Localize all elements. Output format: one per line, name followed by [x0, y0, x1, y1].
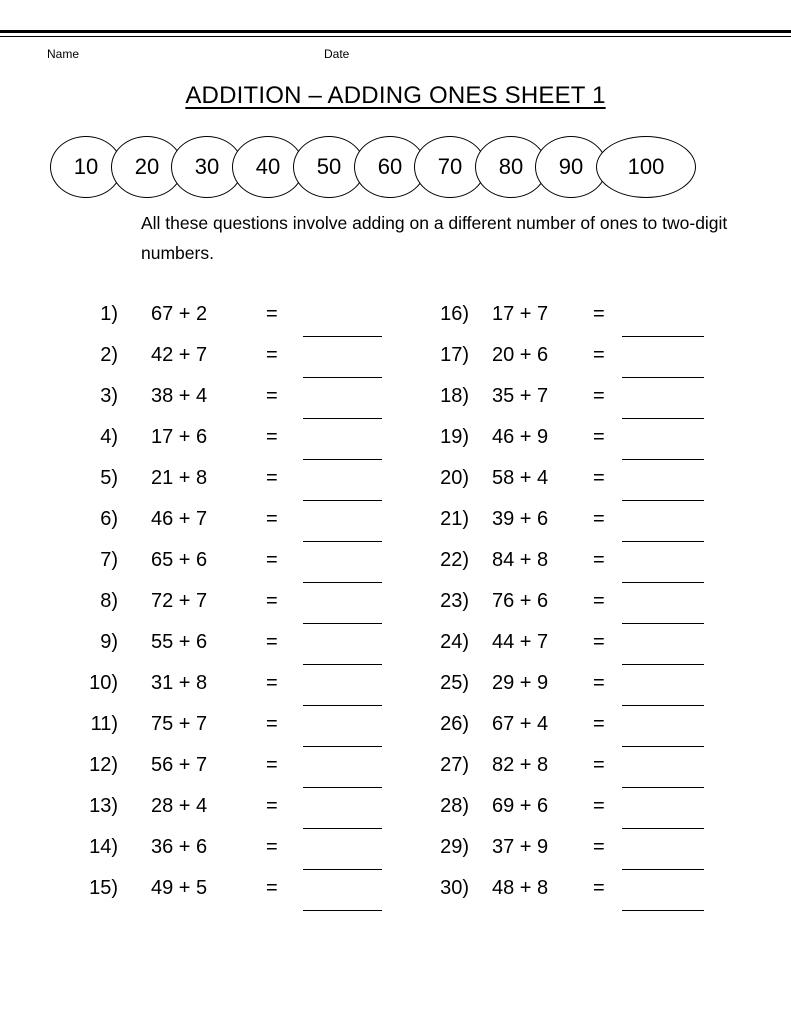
- question-expression: 82 + 8: [492, 754, 549, 776]
- header-rule-thick: [0, 30, 791, 33]
- question-number: 22): [440, 549, 469, 571]
- question-expression: 35 + 7: [492, 385, 549, 407]
- question-number: 14): [89, 836, 118, 858]
- answer-blank[interactable]: [622, 582, 704, 583]
- equals-sign: =: [593, 713, 605, 735]
- equals-sign: =: [266, 344, 278, 366]
- equals-sign: =: [266, 877, 278, 899]
- question-number: 17): [440, 344, 469, 366]
- number-oval: 10: [50, 136, 122, 198]
- question-expression: 49 + 5: [151, 877, 208, 899]
- question-number: 9): [100, 631, 118, 653]
- question-number: 20): [440, 467, 469, 489]
- equals-sign: =: [593, 426, 605, 448]
- number-oval: 20: [111, 136, 183, 198]
- question-row: [0, 877, 791, 918]
- equals-sign: =: [266, 754, 278, 776]
- question-number: 5): [100, 467, 118, 489]
- question-expression: 65 + 6: [151, 549, 208, 571]
- equals-sign: =: [593, 385, 605, 407]
- equals-sign: =: [593, 549, 605, 571]
- question-number: 16): [440, 303, 469, 325]
- equals-sign: =: [593, 672, 605, 694]
- equals-sign: =: [266, 713, 278, 735]
- question-number: 19): [440, 426, 469, 448]
- question-number: 1): [100, 303, 118, 325]
- name-label: Name: [47, 47, 80, 61]
- question-expression: 17 + 7: [492, 303, 549, 325]
- question-number: 8): [100, 590, 118, 612]
- question-number: 21): [440, 508, 469, 530]
- question-number: 30): [440, 877, 469, 899]
- question-expression: 21 + 8: [151, 467, 208, 489]
- answer-blank[interactable]: [622, 541, 704, 542]
- equals-sign: =: [593, 303, 605, 325]
- question-row: [0, 467, 791, 508]
- question-expression: 56 + 7: [151, 754, 208, 776]
- equals-sign: =: [266, 590, 278, 612]
- equals-sign: =: [266, 631, 278, 653]
- question-row: [0, 836, 791, 877]
- question-expression: 69 + 6: [492, 795, 549, 817]
- equals-sign: =: [593, 590, 605, 612]
- question-expression: 20 + 6: [492, 344, 549, 366]
- question-expression: 75 + 7: [151, 713, 208, 735]
- answer-blank[interactable]: [622, 746, 704, 747]
- equals-sign: =: [266, 385, 278, 407]
- question-number: 15): [89, 877, 118, 899]
- question-row: [0, 385, 791, 426]
- number-oval: 80: [475, 136, 547, 198]
- answer-blank[interactable]: [622, 377, 704, 378]
- worksheet-title: [0, 82, 791, 110]
- question-expression: 39 + 6: [492, 508, 549, 530]
- question-expression: 44 + 7: [492, 631, 549, 653]
- question-number: 3): [100, 385, 118, 407]
- answer-blank[interactable]: [622, 336, 704, 337]
- number-oval: 30: [171, 136, 243, 198]
- equals-sign: =: [266, 672, 278, 694]
- question-number: 4): [100, 426, 118, 448]
- number-oval: 70: [414, 136, 486, 198]
- question-expression: 84 + 8: [492, 549, 549, 571]
- question-expression: 17 + 6: [151, 426, 208, 448]
- worksheet-title-text: ADDITION – ADDING ONES SHEET 1: [185, 82, 606, 109]
- equals-sign: =: [593, 754, 605, 776]
- question-expression: 29 + 9: [492, 672, 549, 694]
- answer-blank[interactable]: [622, 828, 704, 829]
- question-number: 23): [440, 590, 469, 612]
- question-expression: 36 + 6: [151, 836, 208, 858]
- answer-blank[interactable]: [622, 459, 704, 460]
- date-label: Date: [324, 47, 350, 61]
- question-expression: 55 + 6: [151, 631, 208, 653]
- question-expression: 42 + 7: [151, 344, 208, 366]
- equals-sign: =: [266, 426, 278, 448]
- equals-sign: =: [266, 303, 278, 325]
- question-expression: 58 + 4: [492, 467, 549, 489]
- question-expression: 31 + 8: [151, 672, 208, 694]
- answer-blank[interactable]: [622, 664, 704, 665]
- answer-blank[interactable]: [622, 705, 704, 706]
- question-row: [0, 344, 791, 385]
- question-row: [0, 713, 791, 754]
- question-number: 11): [90, 713, 118, 735]
- question-row: [0, 549, 791, 590]
- answer-blank[interactable]: [622, 910, 704, 911]
- number-oval: 100: [596, 136, 696, 198]
- question-expression: 46 + 9: [492, 426, 549, 448]
- answer-blank[interactable]: [622, 418, 704, 419]
- question-expression: 72 + 7: [151, 590, 208, 612]
- question-number: 26): [440, 713, 469, 735]
- question-expression: 38 + 4: [151, 385, 208, 407]
- equals-sign: =: [593, 795, 605, 817]
- question-number: 27): [440, 754, 469, 776]
- question-number: 18): [440, 385, 469, 407]
- question-row: [0, 672, 791, 713]
- question-number: 10): [89, 672, 118, 694]
- equals-sign: =: [593, 508, 605, 530]
- number-oval: 50: [293, 136, 365, 198]
- equals-sign: =: [593, 877, 605, 899]
- question-expression: 67 + 2: [151, 303, 208, 325]
- question-row: [0, 303, 791, 344]
- question-row: [0, 795, 791, 836]
- question-row: [0, 426, 791, 467]
- answer-blank[interactable]: [622, 869, 704, 870]
- equals-sign: =: [593, 344, 605, 366]
- question-row: [0, 631, 791, 672]
- question-number: 2): [100, 344, 118, 366]
- question-number: 12): [89, 754, 118, 776]
- number-oval: 90: [535, 136, 607, 198]
- equals-sign: =: [593, 631, 605, 653]
- number-oval: 60: [354, 136, 426, 198]
- number-oval: 40: [232, 136, 304, 198]
- answer-blank[interactable]: [622, 787, 704, 788]
- question-expression: 46 + 7: [151, 508, 208, 530]
- question-number: 24): [440, 631, 469, 653]
- equals-sign: =: [593, 836, 605, 858]
- equals-sign: =: [266, 508, 278, 530]
- question-number: 7): [100, 549, 118, 571]
- question-expression: 28 + 4: [151, 795, 208, 817]
- equals-sign: =: [266, 795, 278, 817]
- question-row: [0, 754, 791, 795]
- question-expression: 67 + 4: [492, 713, 549, 735]
- answer-blank[interactable]: [622, 623, 704, 624]
- question-expression: 76 + 6: [492, 590, 549, 612]
- question-number: 13): [89, 795, 118, 817]
- question-number: 29): [440, 836, 469, 858]
- answer-blank[interactable]: [622, 500, 704, 501]
- equals-sign: =: [266, 549, 278, 571]
- question-expression: 37 + 9: [492, 836, 549, 858]
- instructions-text: All these questions involve adding on a different number of ones to two-digit numbers.: [141, 213, 728, 263]
- equals-sign: =: [266, 467, 278, 489]
- question-row: [0, 590, 791, 631]
- question-number: 28): [440, 795, 469, 817]
- question-expression: 48 + 8: [492, 877, 549, 899]
- equals-sign: =: [593, 467, 605, 489]
- question-number: 6): [100, 508, 118, 530]
- question-number: 25): [440, 672, 469, 694]
- equals-sign: =: [266, 836, 278, 858]
- header-rule-thin: [0, 36, 791, 37]
- question-row: [0, 508, 791, 549]
